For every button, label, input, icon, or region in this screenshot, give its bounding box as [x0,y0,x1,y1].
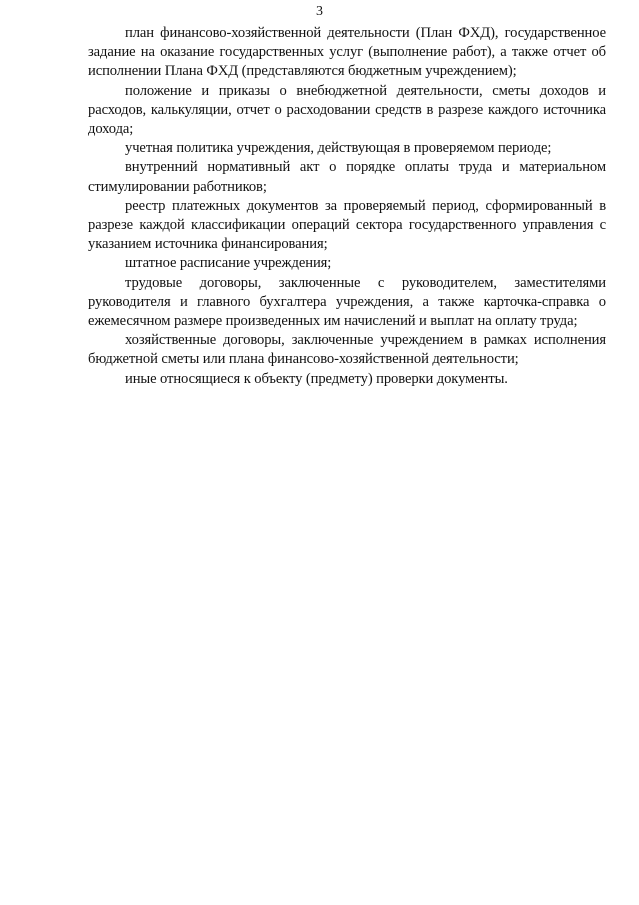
document-body [88,24,606,389]
paragraph-extrabudgetary-activity: положение и приказы о внебюджетной деятельности, сметы доходов и расходов, калькуляции, отчет о расходовании средств в разрезе каждого источника дохода; [88,82,606,138]
paragraph-fhd-plan: план финансово-хозяйственной деятельности (План ФХД), государственное задание на оказание государственных услуг (выполнение работ), а также отчет об исполнении Плана ФХД (представляются бюджетным учреждением); [88,25,606,80]
paragraph-internal-pay-act: внутренний нормативный акт о порядке оплаты труда и материальном стимулировании работников; [88,159,606,195]
page-number: 3 [316,4,323,19]
paragraph-payment-register: реестр платежных документов за проверяемый период, сформированный в разрезе каждой классификации операций сектора государственного управления с указанием источника финансирования; [88,197,606,253]
paragraph-staff-schedule: штатное расписание учреждения; [125,255,332,272]
paragraph-employment-contracts: трудовые договоры, заключенные с руководителем, заместителями руководителя и главного бухгалтера учреждения, а также карточка-справка о ежемесячном размере произведенных им начислений и выплат на оплату труда; [88,274,606,330]
paragraph-accounting-policy: учетная политика учреждения, действующая в проверяемом периоде; [125,140,552,157]
paragraph-other-documents: иные относящиеся к объекту (предмету) проверки документы. [125,370,508,387]
paragraph-business-contracts: хозяйственные договоры, заключенные учреждением в рамках исполнения бюджетной сметы или плана финансово-хозяйственной деятельности; [88,332,606,368]
